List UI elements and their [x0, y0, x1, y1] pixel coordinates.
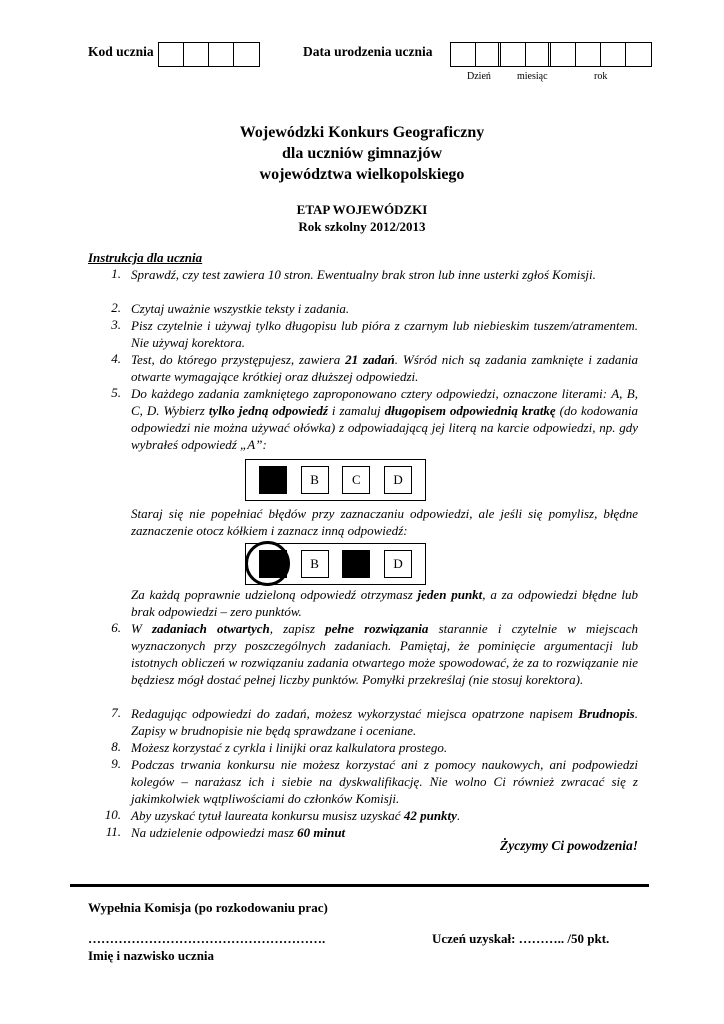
date-box-day[interactable]	[476, 43, 501, 66]
instruction-number: 4.	[111, 351, 121, 366]
commission-label: Wypełnia Komisja (po rozkodowaniu prac)	[88, 900, 328, 915]
date-box-month[interactable]	[526, 43, 551, 66]
date-legend-year: rok	[594, 71, 608, 82]
instruction-number: 6.	[111, 620, 121, 635]
answer-card-example-1	[245, 459, 426, 501]
instruction-number: 3.	[111, 317, 121, 332]
instruction-number: 7.	[111, 705, 121, 720]
code-box[interactable]	[209, 43, 234, 66]
item5-points: Za każdą poprawnie udzieloną odpowiedź otrzymasz jeden punkt, a za odpowiedzi błędne lub brak odpowiedzi – zero punktów.	[131, 587, 639, 619]
date-box-year[interactable]	[576, 43, 601, 66]
instruction-item-10: Aby uzyskać tytuł laureata konkursu musisz uzyskać 42 punkty.	[131, 808, 461, 823]
instruction-item-5: Do każdego zadania zamkniętego zaproponowano cztery odpowiedzi, oznaczone literami: A, B, C, D. Wybierz tylko jedną odpowiedź i zamaluj długopisem odpowiednią kratkę (do kodowania odpowiedzi nie można używać ołówka) z odpowiadającą jej literą na karcie odpowiedzi, np. gdy wybrałeś odpowiedź „A”:	[131, 386, 638, 452]
instruction-number: 11.	[105, 824, 121, 839]
student-code-boxes[interactable]	[158, 42, 260, 67]
instruction-item-2: Czytaj uważnie wszystkie teksty i zadania.	[131, 301, 350, 316]
date-box-year[interactable]	[626, 43, 651, 66]
answer-option-d: D	[384, 466, 412, 494]
instruction-number: 5.	[111, 385, 121, 400]
date-box-month[interactable]	[501, 43, 526, 66]
birth-date-boxes[interactable]	[450, 42, 652, 67]
item5-note: Staraj się nie popełniać błędów przy zaznaczaniu odpowiedzi, ale jeśli się pomylisz, błędne zaznaczenie otocz kółkiem i zaznacz inną odpowiedź:	[131, 506, 638, 538]
instruction-number: 9.	[111, 756, 121, 771]
correction-circle	[245, 541, 290, 586]
date-box-year[interactable]	[601, 43, 626, 66]
stage-title: ETAP WOJEWÓDZKI	[296, 202, 428, 217]
date-legend-day: Dzień	[467, 71, 491, 82]
birth-date-label: Data urodzenia ucznia	[303, 44, 433, 59]
instruction-number: 1.	[111, 266, 121, 281]
instruction-item-1: Sprawdź, czy test zawiera 10 stron. Ewentualny brak stron lub inne usterki zgłoś Komisji.	[131, 267, 596, 282]
instruction-item-6: W zadaniach otwartych, zapisz pełne rozwiązania starannie i czytelnie w miejscach wyznaczonych przy poszczególnych zadaniach. Pamiętaj, że pominięcie argumentacji lub istotnych obliczeń w rozwiązaniu zadania otwartego może spowodować, że za to rozwiązanie nie będziesz mógł dostać pełnej liczby punktów. Pomyłki przekreślaj (nie stosuj korektora).	[131, 621, 638, 687]
code-box[interactable]	[184, 43, 209, 66]
contest-title-line1: Wojewódzki Konkurs Geograficzny	[239, 124, 485, 141]
answer-option-b: B	[301, 550, 329, 578]
date-box-day[interactable]	[451, 43, 476, 66]
answer-option-b: B	[301, 466, 329, 494]
code-box[interactable]	[234, 43, 259, 66]
student-code-label: Kod ucznia	[88, 44, 154, 59]
name-dots: ……………………………………………….	[88, 931, 326, 946]
good-luck-text: Życzymy Ci powodzenia!	[500, 838, 638, 853]
instructions-heading: Instrukcja dla ucznia	[88, 250, 203, 265]
instruction-number: 10.	[104, 807, 121, 822]
footer-divider	[70, 884, 649, 887]
answer-option-c	[342, 550, 370, 578]
instruction-item-11: Na udzielenie odpowiedzi masz 60 minut	[131, 825, 346, 840]
answer-option-d: D	[384, 550, 412, 578]
instruction-item-7: Redagując odpowiedzi do zadań, możesz wykorzystać miejsca opatrzone napisem Brudnopis. Zapisy w brudnopisie nie będą sprawdzane i oceniane.	[131, 706, 638, 738]
score-field[interactable]: Uczeń uzyskał: ……….. /50 pkt.	[432, 931, 610, 946]
contest-title-line3: województwa wielkopolskiego	[259, 166, 465, 183]
instruction-item-3: Pisz czytelnie i używaj tylko długopisu lub pióra z czarnym lub niebieskim tuszem/atramentem. Nie używaj korektora.	[131, 318, 638, 350]
instruction-number: 2.	[111, 300, 121, 315]
date-box-year[interactable]	[551, 43, 576, 66]
date-legend-month: miesiąc	[517, 71, 548, 82]
answer-option-c: C	[342, 466, 370, 494]
instruction-item-4: Test, do którego przystępujesz, zawiera 21 zadań. Wśród nich są zadania zamknięte i zadania otwarte wymagające krótkiej oraz dłuższej odpowiedzi.	[131, 352, 638, 384]
name-label: Imię i nazwisko ucznia	[88, 948, 215, 963]
instruction-item-8: Możesz korzystać z cyrkla i linijki oraz kalkulatora prostego.	[131, 740, 448, 755]
instruction-number: 8.	[111, 739, 121, 754]
answer-option-a	[259, 466, 287, 494]
instruction-item-9: Podczas trwania konkursu nie możesz korzystać ani z pomocy naukowych, ani podpowiedzi kolegów – narażasz ich i siebie na dyskwalifikację. Nie wolno Ci również zwracać się z jakimkolwiek wątpliwościami do członków Komisji.	[131, 757, 638, 806]
school-year: Rok szkolny 2012/2013	[298, 219, 426, 234]
contest-title-line2: dla uczniów gimnazjów	[282, 145, 442, 162]
code-box[interactable]	[159, 43, 184, 66]
